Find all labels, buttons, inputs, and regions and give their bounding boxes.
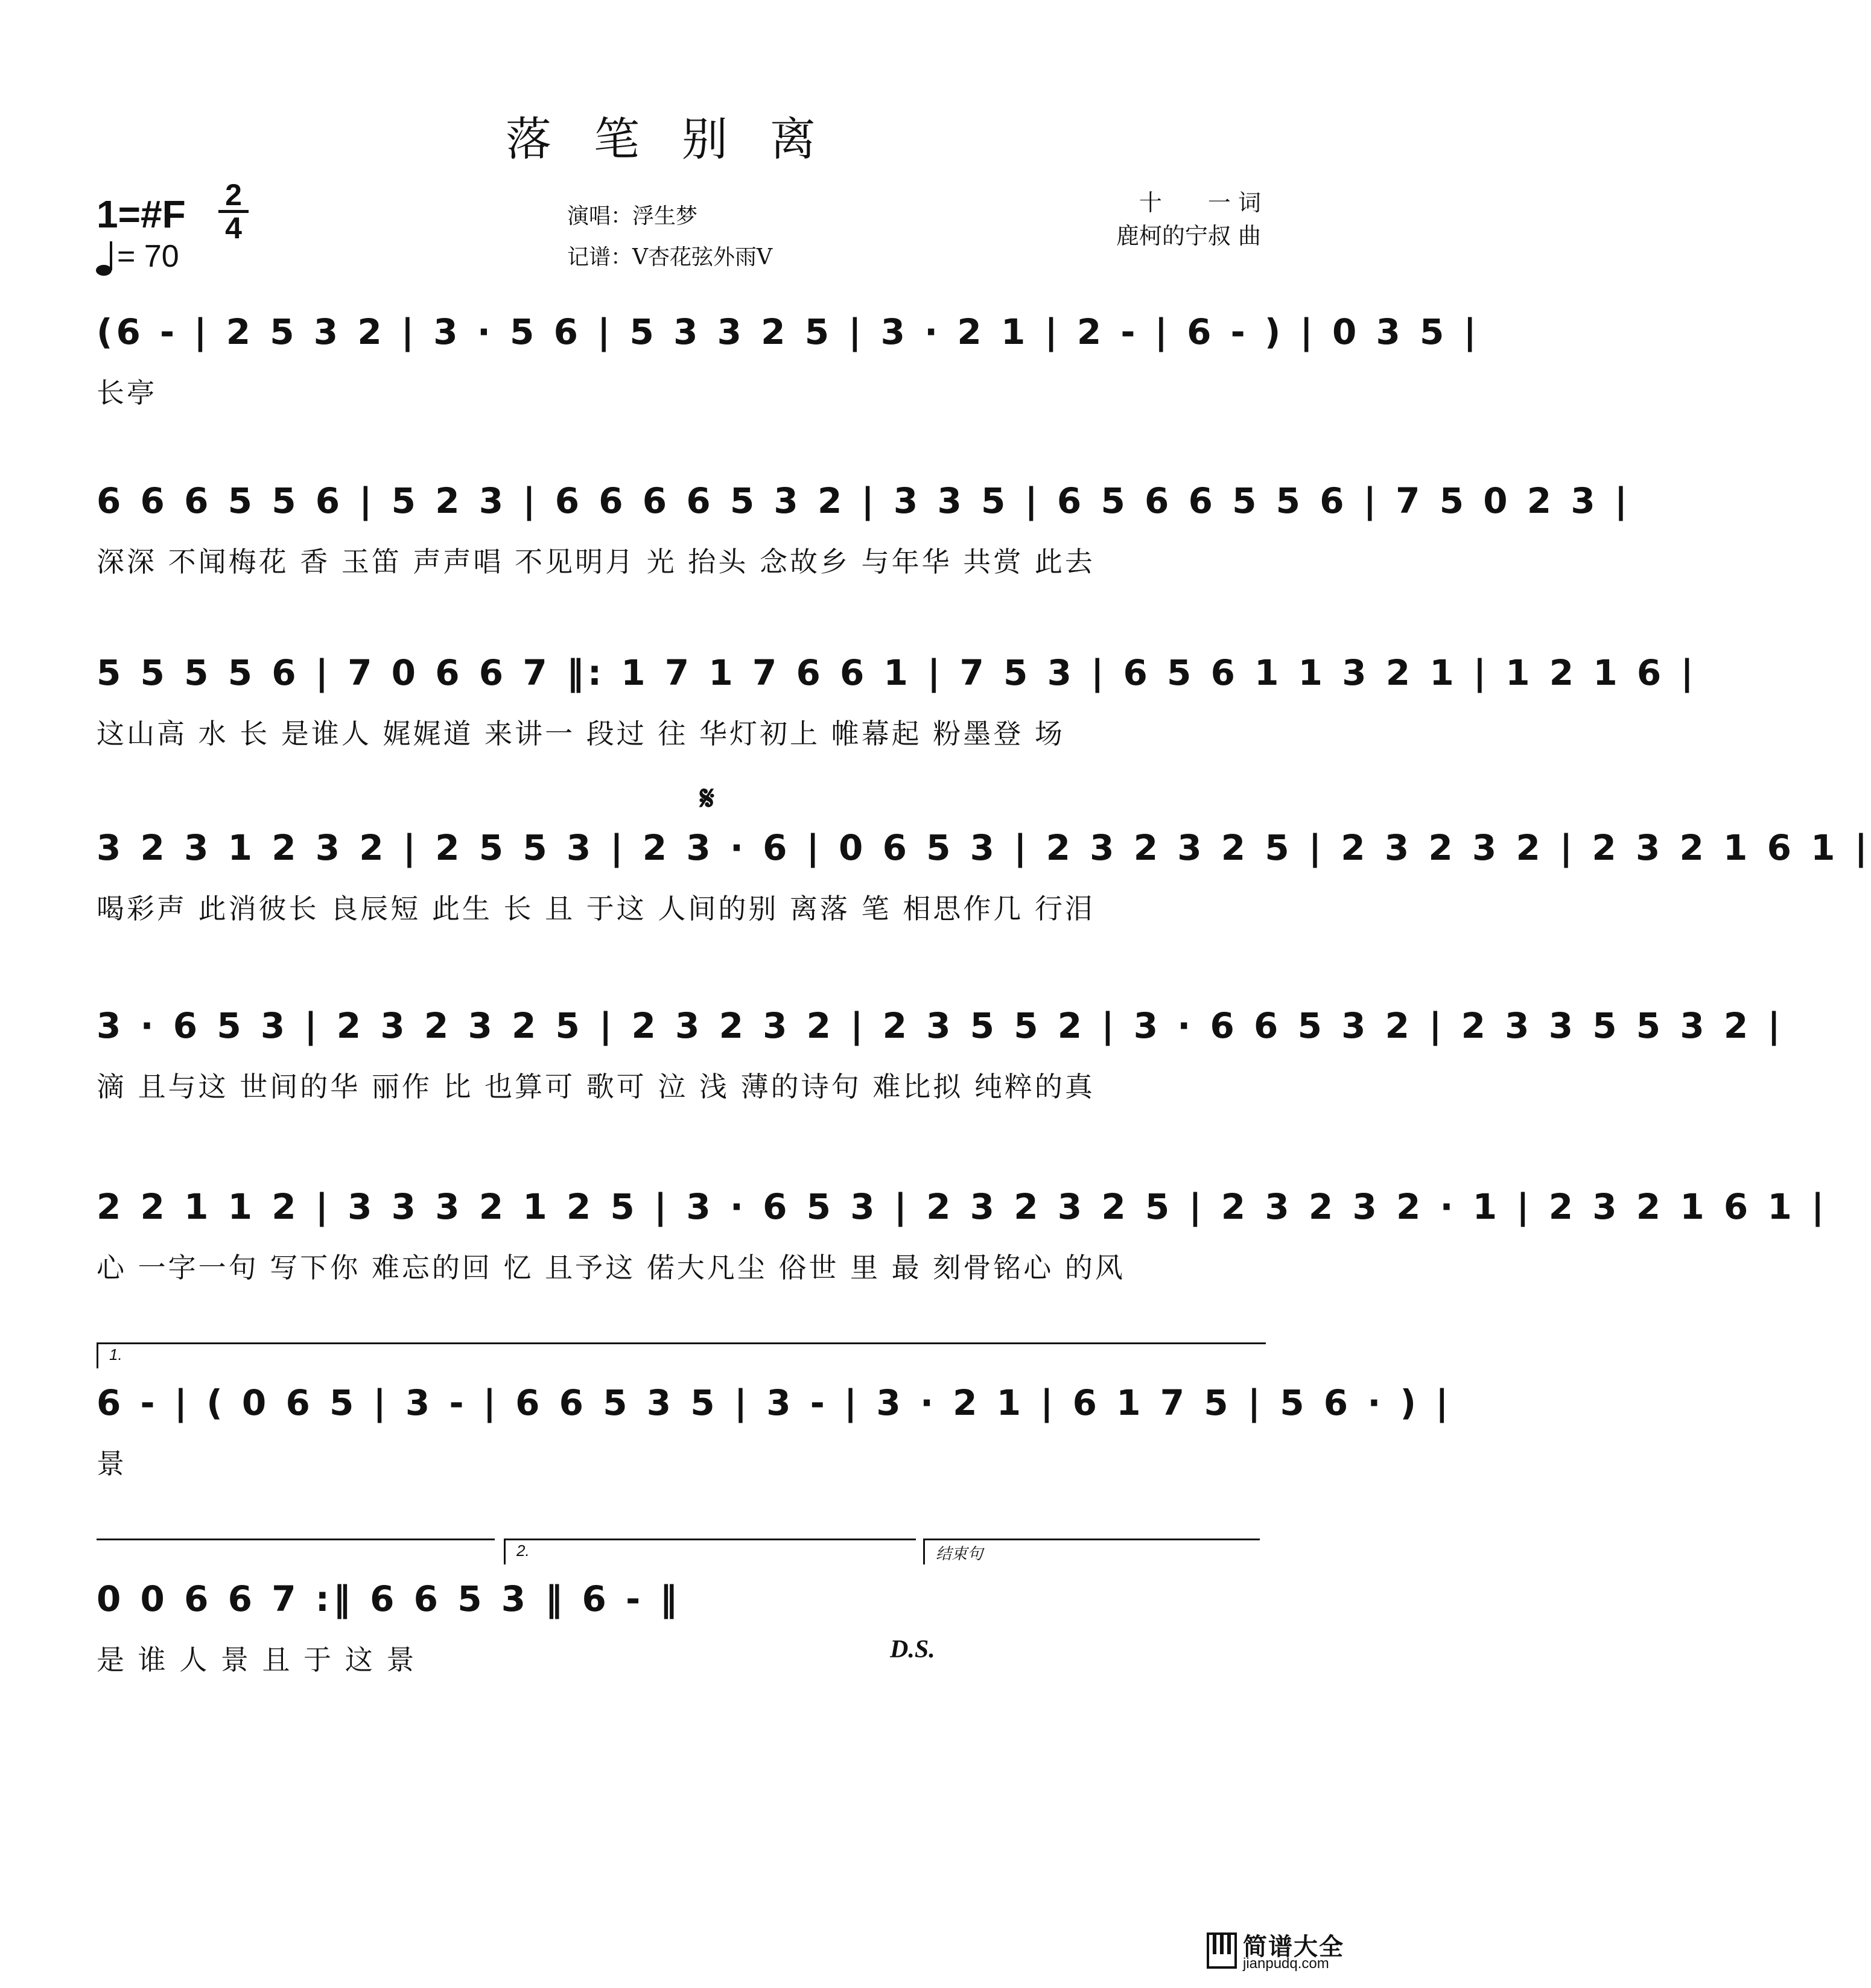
lyrics-line: 滴 且与这 世间的华 丽作 比 也算可 歌可 泣 浅 薄的诗句 难比拟 纯粹的真 [97,1070,1095,1103]
lyrics-line: 深深 不闻梅花 香 玉笛 声声唱 不见明月 光 抬头 念故乡 与年华 共赏 此去 [97,545,1095,578]
dal-segno-marking: D.S. [890,1636,935,1663]
notation-line: 3 2 3 1 2 3 2 | 2 5 5 3 | 2 3 · 6 | 0 6 5 3 | 2 3 2 3 2 5 | 2 3 2 3 2 | 2 3 2 1 6 1 | [97,827,1871,868]
volta-1-bracket: 1. [97,1342,1266,1368]
notation-line: 0 0 6 6 7 :‖ 6 6 5 3 ‖ 6 - ‖ [97,1578,681,1619]
site-brand: 简谱大全 [1243,1934,1344,1960]
lyrics-line: 心 一字一句 写下你 难忘的回 忆 且予这 偌大凡尘 俗世 里 最 刻骨铭心 的风 [97,1251,1125,1284]
notation-line: 2 2 1 1 2 | 3 3 3 2 1 2 5 | 3 · 6 5 3 | 2 3 2 3 2 5 | 2 3 2 3 2 · 1 | 2 3 2 1 6 1 | [97,1186,1828,1227]
volta-1-continuation [97,1539,495,1564]
notation-line: (6 - | 2 5 3 2 | 3 · 5 6 | 5 3 3 2 5 | 3 · 2 1 | 2 - | 6 - ) | 0 3 5 | [97,311,1480,352]
singer-credit: 演唱：浮生梦 [567,204,698,229]
notation-line: 5 5 5 5 6 | 7 0 6 6 7 ‖: 1 7 1 7 6 6 1 | 7 5 3 | 6 5 6 1 1 3 2 1 | 1 2 1 6 | [97,652,1697,693]
ending-bracket: 结束句 [923,1539,1260,1564]
song-title: 落笔别离 [506,112,858,166]
volta-2-bracket: 2. [504,1539,916,1564]
lyricist-credit: 十 一 词 [1139,189,1261,216]
composer-credit: 鹿柯的宁叔 曲 [1116,223,1261,249]
site-url: jianpudq.com [1243,1955,1329,1972]
lyrics-line: 这山高 水 长 是谁人 娓娓道 来讲一 段过 往 华灯初上 帷幕起 粉墨登 场 [97,717,1065,750]
lyrics-line: 景 [97,1447,127,1480]
key-signature: 1=#F [97,192,186,236]
quarter-note-icon [95,240,117,276]
notation-line: 6 - | ( 0 6 5 | 3 - | 6 6 5 3 5 | 3 - | 3 · 2 1 | 6 1 7 5 | 5 6 · ) | [97,1382,1452,1423]
notation-line: 6 6 6 5 5 6 | 5 2 3 | 6 6 6 6 5 3 2 | 3 3 5 | 6 5 6 6 5 5 6 | 7 5 0 2 3 | [97,480,1631,521]
notation-line: 3 · 6 5 3 | 2 3 2 3 2 5 | 2 3 2 3 2 | 2 3 5 5 2 | 3 · 6 6 5 3 2 | 2 3 3 5 5 3 2 | [97,1005,1784,1046]
tempo-marking: = 70 [95,238,179,276]
time-signature: 2 4 [218,181,249,242]
segno-sign: 𝄋 [700,779,715,817]
lyrics-line: 是 谁 人 景 且 于 这 景 [97,1643,417,1676]
transcriber-credit: 记谱：V杏花弦外雨V [567,245,772,270]
lyrics-line: 长亭 [97,376,157,409]
site-logo [1207,1928,1345,1976]
lyrics-line: 喝彩声 此消彼长 良辰短 此生 长 且 于这 人间的别 离落 笔 相思作几 行泪 [97,892,1095,925]
piano-keys-icon [1207,1932,1237,1969]
